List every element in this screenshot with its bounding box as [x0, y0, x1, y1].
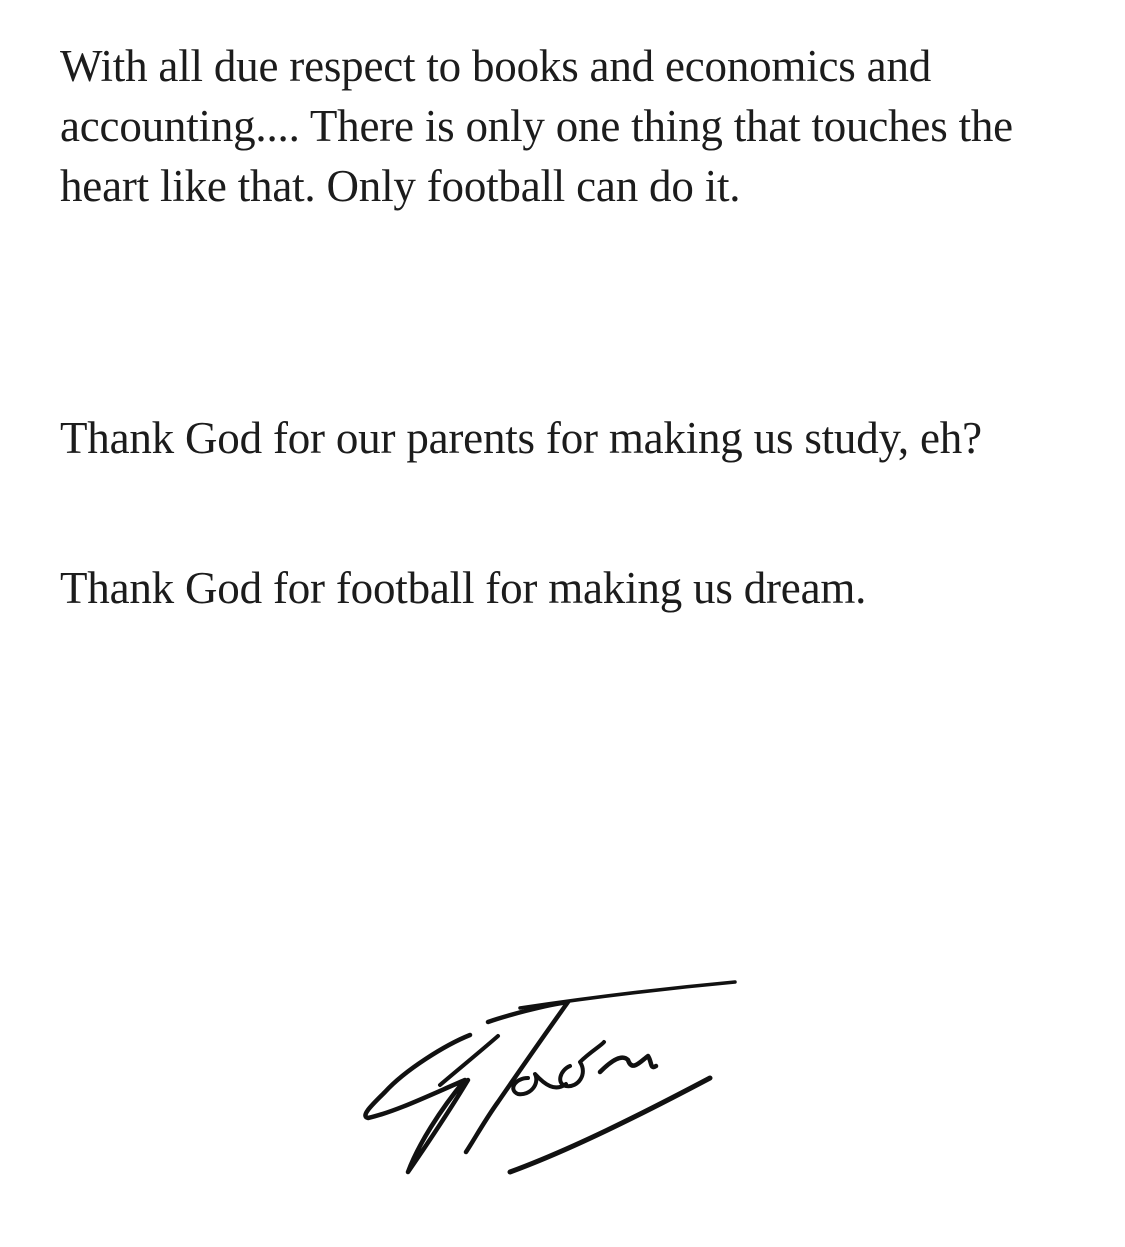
paragraph-thank-football: Thank God for football for making us dream.	[60, 563, 867, 613]
paragraph-books-football: With all due respect to books and economics and accounting.... There is only one thing that touches the heart like that. Only football can do it.	[60, 41, 1013, 211]
paragraph-thank-parents: Thank God for our parents for making us study, eh?	[60, 413, 982, 463]
signature-icon	[350, 970, 750, 1185]
